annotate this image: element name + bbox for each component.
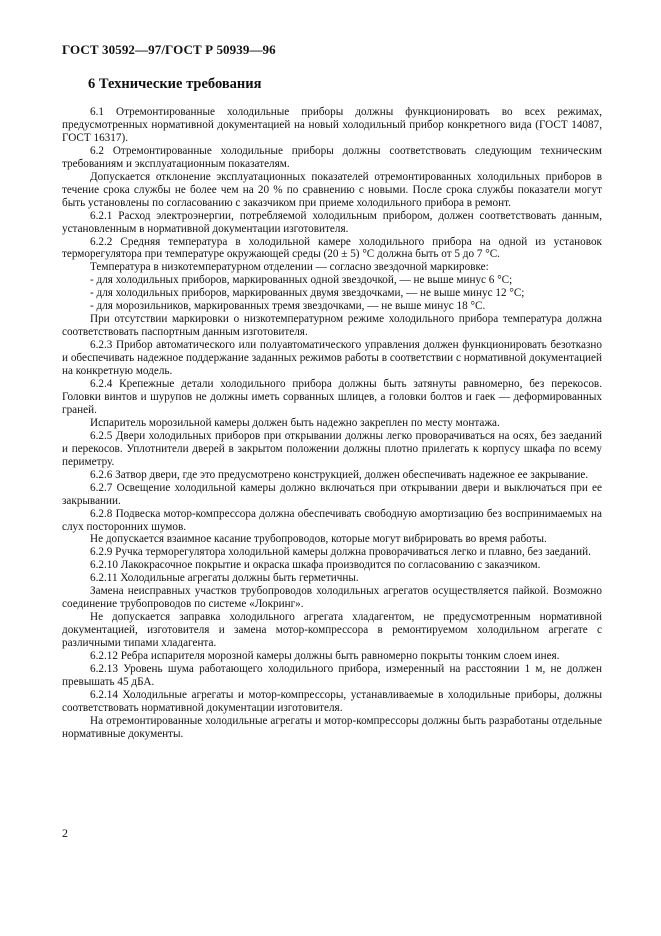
paragraph: При отсутствии маркировки о низкотемпературном режиме холодильного прибора температура должна соответствовать паспортным данным изготовителя. <box>62 313 602 339</box>
paragraph: На отремонтированные холодильные агрегаты и мотор-компрессоры должны быть разработаны отдельные нормативные документы. <box>62 714 602 740</box>
paragraph-6-2-8: 6.2.8 Подвеска мотор-компрессора должна обеспечивать свободную амортизацию без воспринимаемых на слух посторонних шумов. <box>62 507 602 533</box>
paragraph-6-2-5: 6.2.5 Двери холодильных приборов при открывании должны легко проворачиваться на осях, без заеданий и перекосов. Уплотнители дверей в закрытом положении должны плотно прилегать к корпусу шкафа по всему периметру. <box>62 429 602 468</box>
paragraph: Не допускается заправка холодильного агрегата хладагентом, не предусмотренным нормативной документацией, изготовителя и замена мотор-компрессора в ремонтируемом холодильном агрегате с различными типами хладагента. <box>62 611 602 650</box>
document-body <box>62 106 602 741</box>
paragraph-6-2-11: 6.2.11 Холодильные агрегаты должны быть герметичны. <box>90 572 359 585</box>
paragraph: Температура в низкотемпературном отделении — согласно звездочной маркировке: <box>90 261 489 274</box>
paragraph-6-2-10: 6.2.10 Лакокрасочное покрытие и окраска шкафа производится по согласованию с заказчиком. <box>90 559 541 572</box>
paragraph-6-2-13: 6.2.13 Уровень шума работающего холодильного прибора, измеренный на расстоянии 1 м, не должен превышать 45 дБА. <box>62 662 602 688</box>
paragraph: Испаритель морозильной камеры должен быть надежно закреплен по месту монтажа. <box>90 416 500 429</box>
section-heading: 6 Технические требования <box>88 76 262 92</box>
paragraph-6-2-14: 6.2.14 Холодильные агрегаты и мотор-компрессоры, устанавливаемые в холодильные приборы, должны соответствовать нормативной документации изготовителя. <box>62 688 602 714</box>
paragraph-6-2-9: 6.2.9 Ручка терморегулятора холодильной камеры должна проворачиваться легко и плавно, без заеданий. <box>90 546 591 559</box>
list-item: - для холодильных приборов, маркированных одной звездочкой, — не выше минус 6 °С; <box>90 274 513 287</box>
paragraph: Не допускается взаимное касание трубопроводов, которые могут вибрировать во время работы. <box>90 533 547 546</box>
paragraph-6-2-1: 6.2.1 Расход электроэнергии, потребляемой холодильным прибором, должен соответствовать данным, установленным в нормативной документации изготовителя. <box>62 209 602 235</box>
document-header: ГОСТ 30592—97/ГОСТ Р 50939—96 <box>62 42 276 57</box>
paragraph-6-2-7: 6.2.7 Освещение холодильной камеры должно включаться при открывании двери и выключаться при ее закрывании. <box>62 481 602 507</box>
list-item: - для морозильников, маркированных тремя звездочками, — не выше минус 18 °С. <box>90 300 486 313</box>
page-number: 2 <box>62 826 68 840</box>
paragraph-6-2-4: 6.2.4 Крепежные детали холодильного прибора должны быть затянуты равномерно, без перекосов. Головки винтов и шурупов не должны иметь сорванных шлицев, а головки болтов и гаек — деформированных граней. <box>62 378 602 416</box>
paragraph-6-2-2: 6.2.2 Средняя температура в холодильной камере холодильного прибора на одной из установок терморегулятора при температуре окружающей среды (20 ± 5) °С должна быть от 5 до 7 °С. <box>62 235 602 261</box>
paragraph-6-2-3: 6.2.3 Прибор автоматического или полуавтоматического управления должен функционировать безотказно и обеспечивать надежное поддержание заданных режимов работы в соответствии с нормативной документацией на конкретную модель. <box>62 339 602 378</box>
paragraph-6-2-6: 6.2.6 Затвор двери, где это предусмотрено конструкцией, должен обеспечивать надежное ее закрывание. <box>90 468 589 481</box>
paragraph: Замена неисправных участков трубопроводов холодильных агрегатов осуществляется пайкой. Возможно соединение трубопроводов по системе «Локринг». <box>62 585 602 611</box>
paragraph-6-1: 6.1 Отремонтированные холодильные приборы должны функционировать во всех режимах, предусмотренных нормативной документацией на новый холодильный прибор конкретного вида (ГОСТ 14087, ГОСТ 16317). <box>62 106 602 144</box>
list-item: - для холодильных приборов, маркированных двумя звездочками, — не выше минус 12 °С; <box>90 287 525 300</box>
paragraph: Допускается отклонение эксплуатационных показателей отремонтированных холодильных приборов в течение срока службы не более чем на 20 % по сравнению с новыми. После срока службы показатели могут быть установлены по согласованию с заказчиком при приеме холодильного прибора в ремонт. <box>62 170 602 209</box>
paragraph-6-2: 6.2 Отремонтированные холодильные приборы должны соответствовать следующим техническим требованиям и эксплуатационным показателям. <box>62 144 602 170</box>
paragraph-6-2-12: 6.2.12 Ребра испарителя морозной камеры должны быть равномерно покрыты тонким слоем инея. <box>90 650 560 663</box>
